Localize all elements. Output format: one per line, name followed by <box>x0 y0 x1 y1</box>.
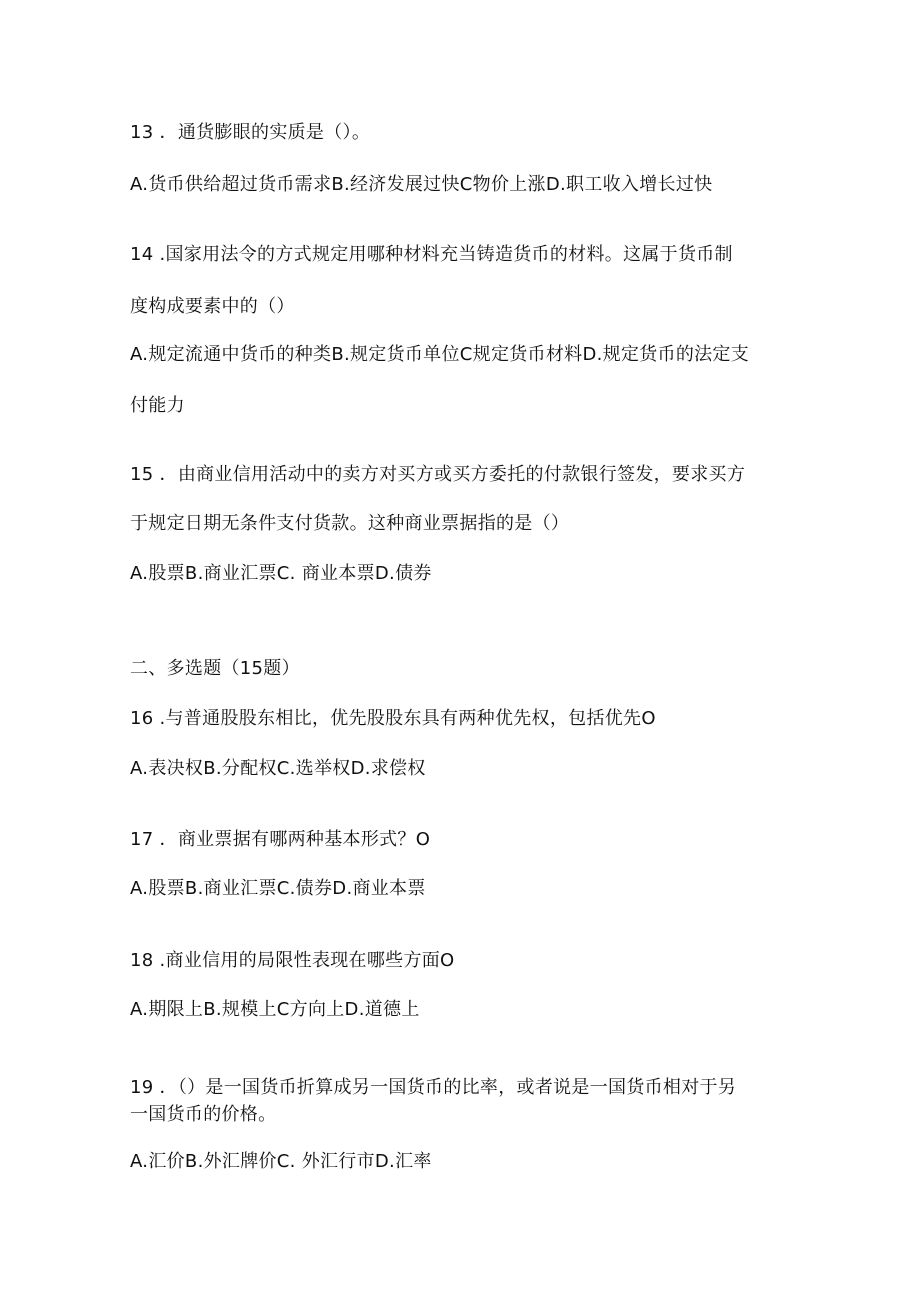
q15-stem-line2: 于规定日期无条件支付货款。这种商业票据指的是（） <box>130 513 570 534</box>
q19-stem-line1: 19 ．（）是一国货币折算成另一国货币的比率，或者说是一国货币相对于另 <box>130 1077 737 1098</box>
q16-options: A.表决权B.分配权C.选举权D.求偿权 <box>130 758 426 779</box>
q14-options-line1: A.规定流通中货币的种类B.规定货币单位C规定货币材料D.规定货币的法定支 <box>130 344 750 365</box>
q15-stem-line1: 15 ．由商业信用活动中的卖方对买方或买方委托的付款银行签发，要求买方 <box>130 464 746 485</box>
q16-stem: 16 .与普通股股东相比，优先股股东具有两种优先权，包括优先O <box>130 708 656 729</box>
q13-stem: 13 ．通货膨眼的实质是（）。 <box>130 122 371 143</box>
q15-options: A.股票B.商业汇票C. 商业本票D.债券 <box>130 563 432 584</box>
q17-stem: 17 ．商业票据有哪两种基本形式？O <box>130 829 431 850</box>
q14-options-line2: 付能力 <box>130 395 185 416</box>
section-title: 二、多选题（15题） <box>130 658 300 679</box>
q13-options: A.货币供给超过货币需求B.经济发展过快C物价上涨D.职工收入增长过快 <box>130 174 713 195</box>
q19-options: A.汇价B.外汇牌价C. 外汇行市D.汇率 <box>130 1151 432 1172</box>
q14-stem-line2: 度构成要素中的（） <box>130 296 295 317</box>
q17-options: A.股票B.商业汇票C.债券D.商业本票 <box>130 878 426 899</box>
q18-options: A.期限上B.规模上C方向上D.道德上 <box>130 999 420 1020</box>
q18-stem: 18 .商业信用的局限性表现在哪些方面O <box>130 950 455 971</box>
q14-stem-line1: 14 .国家用法令的方式规定用哪种材料充当铸造货币的材料。这属于货币制 <box>130 244 733 265</box>
q19-stem-line2: 一国货币的价格。 <box>130 1104 277 1125</box>
